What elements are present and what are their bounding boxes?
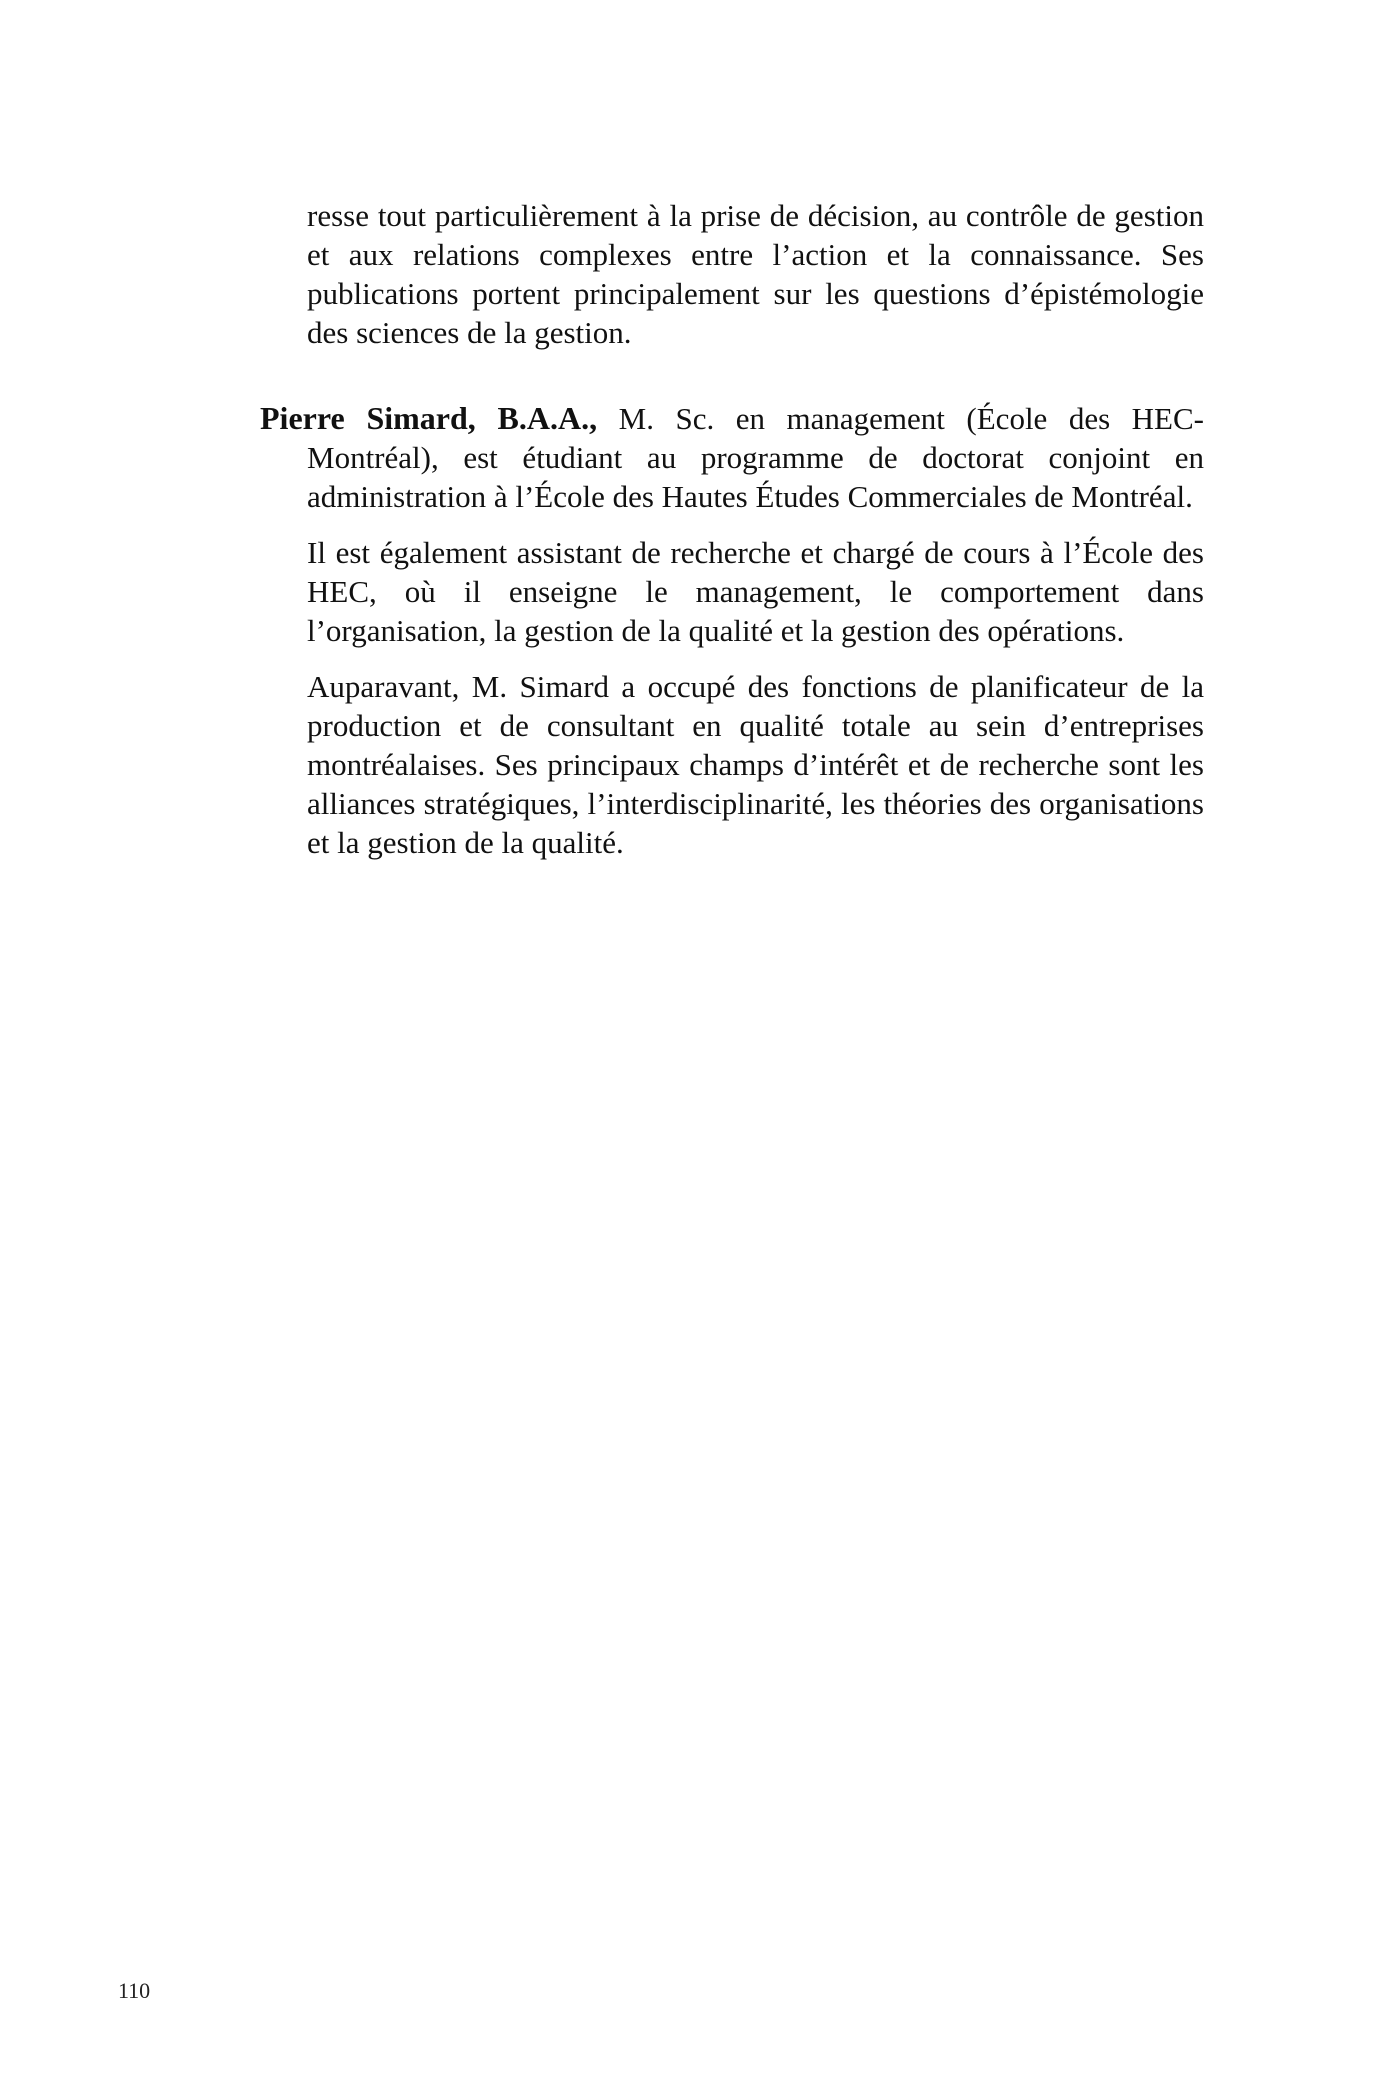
bio-paragraph: Auparavant, M. Simard a occupé des fonctions de planificateur de la production et de consultant en qualité totale au sein d’entreprises montréalaises. Ses principaux champs d’intérêt et de recherche sont les alliances stratégiques, l’interdisciplinarité, les théories des organisations et la gestion de la qualité. xyxy=(307,669,1204,860)
bio-intro-paragraph xyxy=(260,399,1204,516)
bio-paragraph: Il est également assistant de recherche et chargé de cours à l’École des HEC, où il enseigne le management, le comportement dans l’organisation, la gestion de la qualité et la gestion des opérations. xyxy=(307,535,1204,648)
page-number: 110 xyxy=(118,1978,151,2003)
continued-paragraph: resse tout particulièrement à la prise de décision, au contrôle de gestion et aux relations complexes entre l’action et la connaissance. Ses publications portent principalement sur les questions d’épistémologie des sciences de la gestion. xyxy=(307,198,1204,350)
bio-name: Pierre Simard, B.A.A., xyxy=(260,400,598,436)
bio-entry-pierre-simard xyxy=(260,399,1204,862)
bio-intro-text: M. Sc. en management (École des HEC-Montréal), est étudiant au programme de doctorat conjoint en administration à l’École des Hautes Études Commerciales de Montréal. xyxy=(307,401,1204,514)
